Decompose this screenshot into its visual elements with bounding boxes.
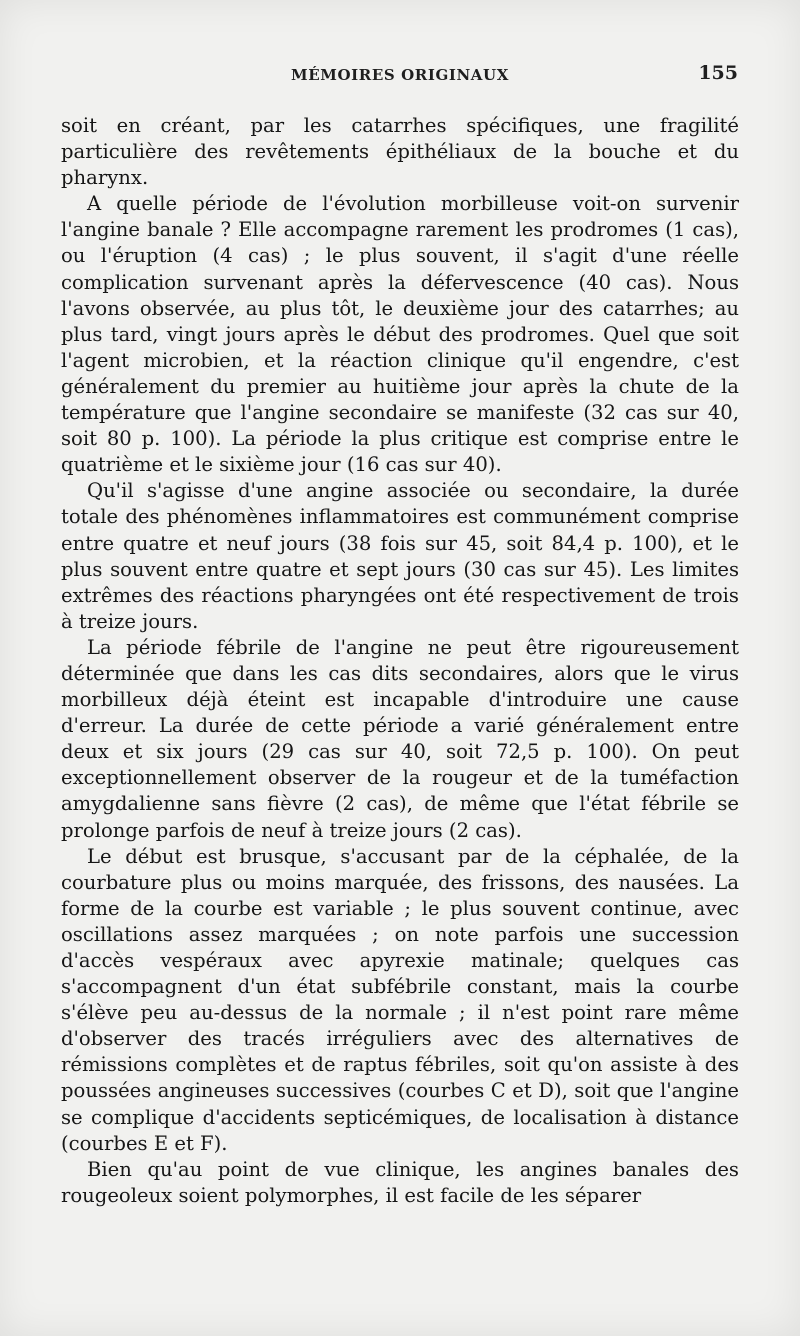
- paragraph: A quelle période de l'évolution morbilleuse voit-on survenir l'angine banale ? Elle accompagne rarement les prodromes (1 cas), ou l'éruption (4 cas) ; le plus souvent, il s'agit d'une réelle complication survenant après la défervescence (40 cas). Nous l'avons observée, au plus tôt, le deuxième jour des catarrhes; au plus tard, vingt jours après le début des prodromes. Quel que soit l'agent microbien, et la réaction clinique qu'il engendre, c'est généralement du premier au huitième jour après la chute de la température que l'angine secondaire se manifeste (32 cas sur 40, soit 80 p. 100). La période la plus critique est comprise entre le quatrième et le sixième jour (16 cas sur 40).: [61, 192, 739, 477]
- paragraph: Le début est brusque, s'accusant par de la céphalée, de la courbature plus ou moins marquée, des frissons, des nausées. La forme de la courbe est variable ; le plus souvent continue, avec oscillations assez marquées ; on note parfois une succession d'accès vespéraux avec apyrexie matinale; quelques cas s'accompagnent d'un état subfébrile constant, mais la courbe s'élève peu au-dessus de la normale ; il n'est point rare même d'observer des tracés irréguliers avec des alternatives de rémissions complètes et de raptus fébriles, soit qu'on assiste à des poussées angineuses successives (courbes C et D), soit que l'angine se complique d'accidents septicémiques, de localisation à distance (courbes E et F).: [61, 844, 739, 1155]
- running-title: MÉMOIRES ORIGINAUX: [291, 66, 509, 84]
- paragraph: Bien qu'au point de vue clinique, les angines banales des rougeoleux soient polymorphes, il est facile de les séparer: [61, 1157, 739, 1207]
- paragraph: La période fébrile de l'angine ne peut être rigoureusement déterminée que dans les cas dits secondaires, alors que le virus morbilleux déjà éteint est incapable d'introduire une cause d'erreur. La durée de cette période a varié généralement entre deux et six jours (29 cas sur 40, soit 72,5 p. 100). On peut exceptionnellement observer de la rougeur et de la tuméfaction amygdalienne sans fièvre (2 cas), de même que l'état fébrile se prolonge parfois de neuf à treize jours (2 cas).: [61, 635, 739, 842]
- paragraph-continued: soit en créant, par les catarrhes spécifiques, une fragilité particulière des revêtements épithéliaux de la bouche et du pharynx.: [61, 114, 739, 190]
- paragraph: Qu'il s'agisse d'une angine associée ou secondaire, la durée totale des phénomènes inflammatoires est communément comprise entre quatre et neuf jours (38 fois sur 45, soit 84,4 p. 100), et le plus souvent entre quatre et sept jours (30 cas sur 45). Les limites extrêmes des réactions pharyngées ont été respectivement de trois à treize jours.: [61, 479, 739, 633]
- body-text: [61, 113, 739, 1209]
- page-number: 155: [698, 62, 738, 84]
- page-header: [60, 62, 740, 92]
